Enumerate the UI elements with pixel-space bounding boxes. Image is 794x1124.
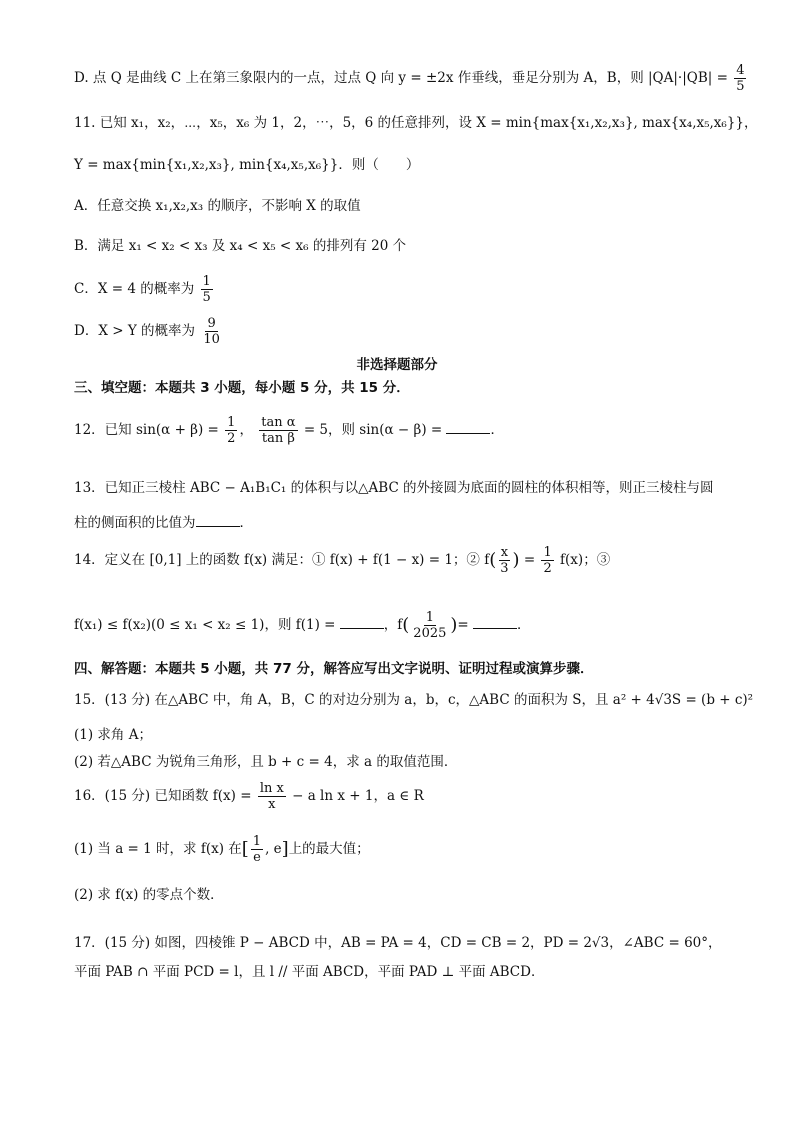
section-nonchoice-title: 非选择题部分 — [356, 357, 438, 373]
q11-option-c-fraction: $\frac{1}{5}$ — [202, 274, 211, 305]
q10-option-d-fraction: $\frac{4}{5}$ — [736, 63, 745, 94]
q14-line2: f(x₁) ≤ f(x₂)(0 ≤ x₁ < x₂ ≤ 1)，则 f(1) = ，f( $\frac{1}{2025}$ )= ． — [74, 610, 531, 641]
q14-line1: 14．定义在 [0,1] 上的函数 f(x) 满足：① f(x) + f(1 − x) = 1；② f( $\frac{x}{3}$ ) = $\frac{1}{2}$ f(x)；③ — [74, 545, 611, 576]
q13-line2: 柱的侧面积的比值为 ． — [74, 515, 253, 531]
q11-option-d: D．X > Y 的概率为 $\frac{9}{10}$ — [74, 316, 220, 347]
q16-fraction-1e: $\frac{1}{e}$ — [252, 834, 262, 865]
q17-line2: 平面 PAB ∩ 平面 PCD = l，且 l // 平面 ABCD，平面 PAD ⊥ 平面 ABCD． — [74, 964, 545, 980]
q11-option-b: B．满足 x₁ < x₂ < x₃ 及 x₄ < x₅ < x₆ 的排列有 20 个 — [74, 238, 407, 254]
q16-part2: (2) 求 f(x) 的零点个数． — [74, 887, 224, 903]
q11-option-a: A．任意交换 x₁,x₂,x₃ 的顺序，不影响 X 的取值 — [74, 198, 361, 214]
q15-stem: 15．(13 分) 在△ABC 中，角 A，B，C 的对边分别为 a，b，c，△ABC 的面积为 S，且 a² + 4√3S = (b + c)² — [74, 692, 754, 708]
q15-part2: (2) 若△ABC 为锐角三角形，且 b + c = 4，求 a 的取值范围． — [74, 754, 458, 770]
q13-answer-blank[interactable] — [196, 514, 240, 527]
q11-stem-line2: Y = max{min{x₁,x₂,x₃}, min{x₄,x₅,x₆}}．则（ ） — [74, 157, 420, 173]
q12-answer-blank[interactable] — [446, 421, 490, 434]
q16-part1: (1) 当 a = 1 时，求 f(x) 在[ $\frac{1}{e}$ , e]上的最大值； — [74, 834, 370, 865]
q14-answer-blank-1[interactable] — [340, 616, 384, 629]
section4-heading: 四、解答题：本题共 5 小题，共 77 分，解答应写出文字说明、证明过程或演算步骤． — [74, 661, 594, 677]
q11-option-d-fraction: $\frac{9}{10}$ — [203, 316, 220, 347]
q16-fraction-lnx: $\frac{\text{ln x}}{x}$ — [259, 781, 284, 812]
q16-stem: 16．(15 分) 已知函数 f(x) = $\frac{\text{ln x}}{x}$ − a ln x + 1，a ∈ R — [74, 781, 424, 812]
q11-option-c: C．X = 4 的概率为 $\frac{1}{5}$ — [74, 274, 211, 305]
q10-option-d — [74, 64, 748, 93]
q12: 12．已知 sin(α + β) = $\frac{1}{2}$ ， $\frac{\text{tan α}}{\text{tan β}}$ = 5，则 sin(α − β) = ． — [74, 415, 504, 446]
q14-fraction-2025: $\frac{1}{2025}$ — [413, 610, 447, 641]
q14-fraction-half: $\frac{1}{2}$ — [543, 545, 552, 576]
q11-stem-line1: 11. 已知 x₁，x₂，⋯，x₅，x₆ 为 1，2，⋯，5，6 的任意排列，设 X = min{max{x₁,x₂,x₃}, max{x₄,x₅,x₆}}， — [74, 115, 758, 131]
q12-fraction-tan: $\frac{\text{tan α}}{\text{tan β}}$ — [261, 415, 296, 446]
q14-fraction-x3: $\frac{x}{3}$ — [500, 545, 509, 576]
q13-line1: 13．已知正三棱柱 ABC − A₁B₁C₁ 的体积与以△ABC 的外接圆为底面的圆柱的体积相等，则正三棱柱与圆 — [74, 480, 714, 496]
q15-part1: (1) 求角 A； — [74, 727, 152, 743]
q17-line1: 17．(15 分) 如图，四棱锥 P − ABCD 中，AB = PA = 4，CD = CB = 2，PD = 2√3，∠ABC = 60°， — [74, 935, 722, 951]
q14-answer-blank-2[interactable] — [473, 616, 517, 629]
q10-option-d-text: D. 点 Q 是曲线 C 上在第三象限内的一点，过点 Q 向 y = ±2x 作垂线，垂足分别为 A，B，则 |QA|·|QB| = — [74, 70, 728, 86]
section3-heading: 三、填空题：本题共 3 小题，每小题 5 分，共 15 分． — [74, 380, 410, 396]
q12-fraction-half: $\frac{1}{2}$ — [227, 415, 236, 446]
